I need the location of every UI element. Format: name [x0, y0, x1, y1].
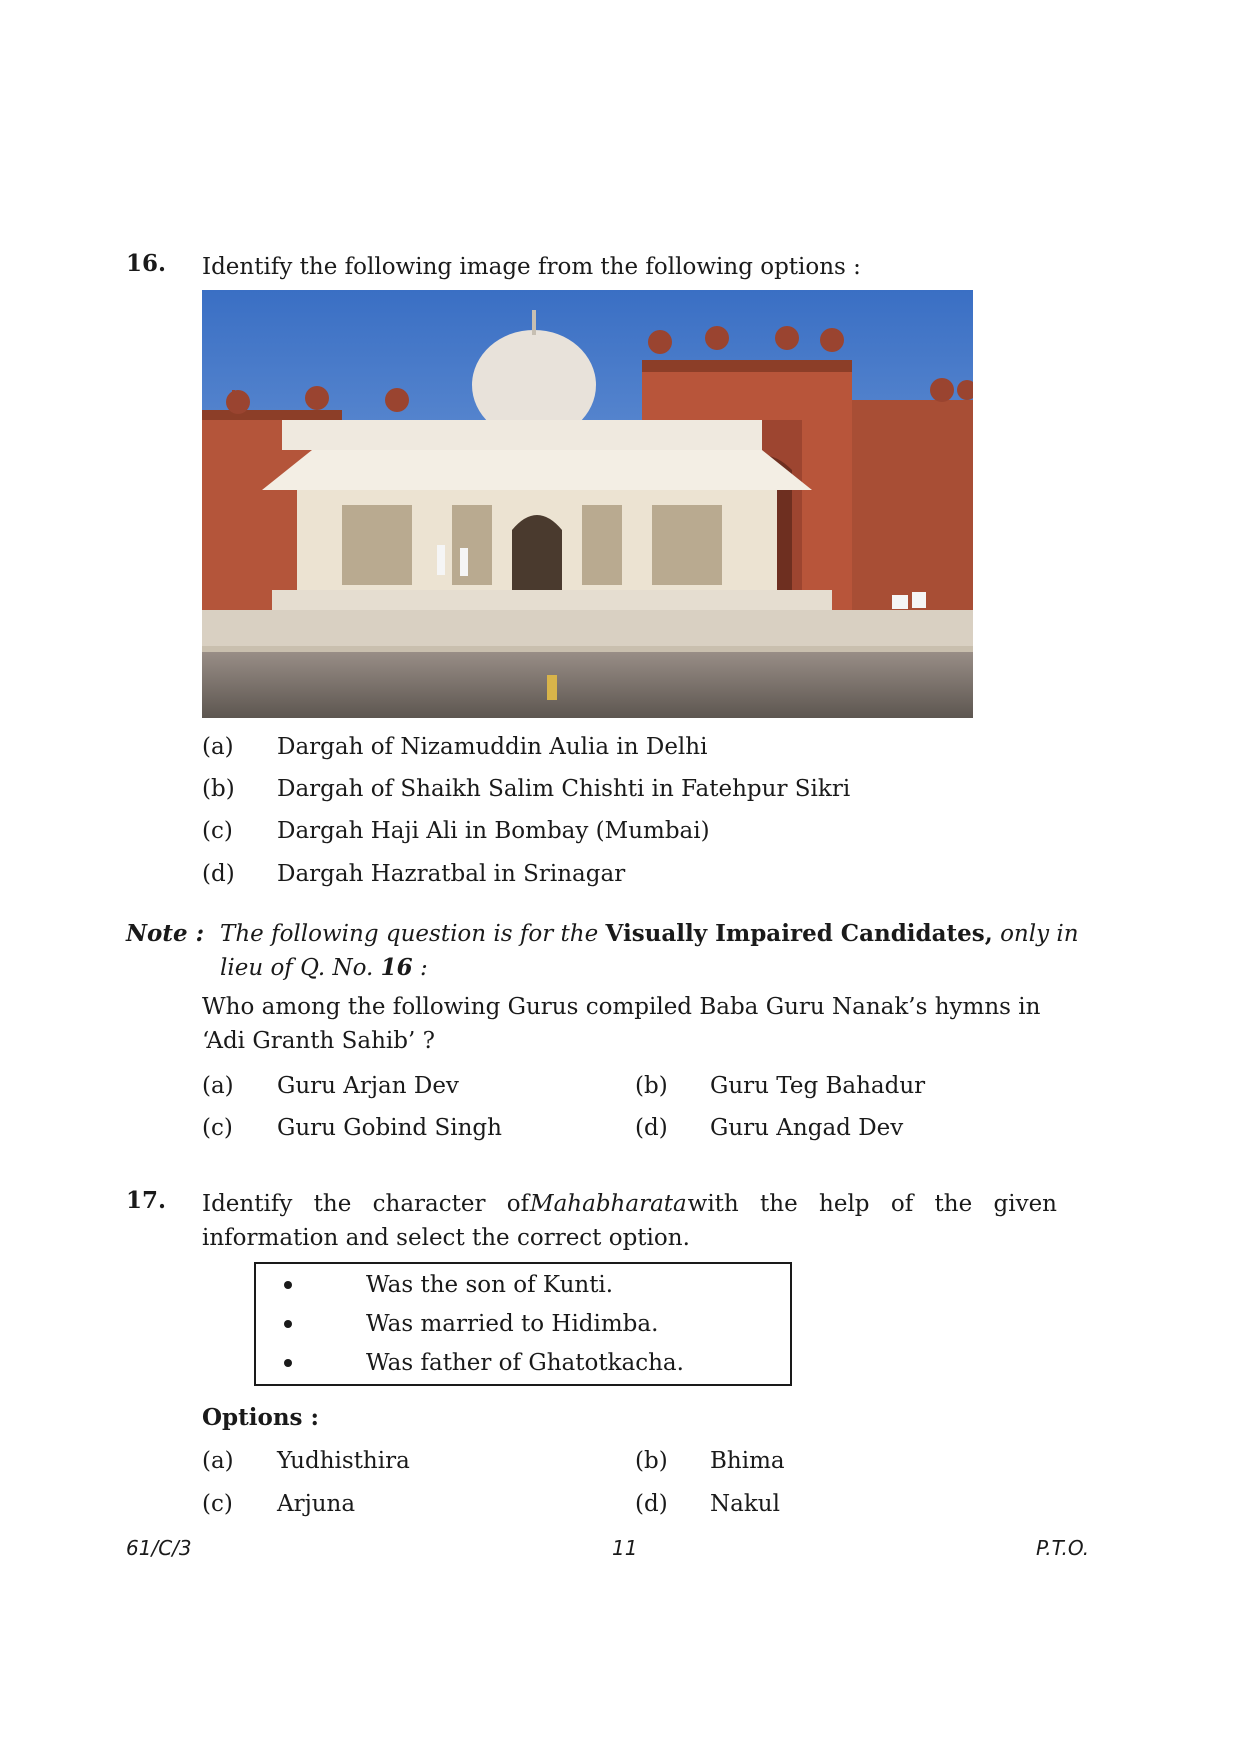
option-label: (b) [635, 1448, 668, 1474]
bullet-icon [284, 1359, 292, 1367]
question-16-number: 16. [126, 250, 167, 277]
question-17-line-1 [202, 1187, 1057, 1221]
option-text: Nakul [710, 1491, 780, 1517]
note-qno: 16 [380, 954, 413, 981]
clue-box: Was the son of Kunti. Was married to Hidimba. Was father of Ghatotkacha. [254, 1262, 792, 1386]
option-text: Bhima [710, 1448, 785, 1474]
note-text: only in [1000, 921, 1079, 947]
option-text: Dargah Hazratbal in Srinagar [277, 861, 626, 887]
question-16-text: Identify the following image from the following options : [202, 254, 861, 280]
question-text: Identify the character of [202, 1191, 530, 1217]
question-title-italic: Mahabharata [530, 1191, 687, 1217]
note-text: lieu of Q. No. [220, 955, 374, 981]
option-text: Dargah of Shaikh Salim Chishti in Fatehpur Sikri [277, 776, 851, 802]
option-text: Yudhisthira [277, 1448, 410, 1474]
note-text: : [419, 955, 428, 981]
question-17-line-2: information and select the correct option. [202, 1225, 690, 1251]
options-heading: Options : [202, 1404, 319, 1431]
question-17-number: 17. [126, 1187, 167, 1214]
page-number: 11 [612, 1536, 638, 1560]
option-label: (c) [202, 1115, 233, 1141]
note-label: Note : [126, 920, 205, 947]
option-label: (a) [202, 734, 234, 760]
question-text: with the help of the given [687, 1191, 1057, 1217]
option-text: Dargah Haji Ali in Bombay (Mumbai) [277, 818, 710, 844]
option-label: (d) [635, 1491, 668, 1517]
option-label: (b) [635, 1073, 668, 1099]
note-line-2 [220, 951, 428, 985]
option-text: Guru Gobind Singh [277, 1115, 502, 1141]
pto-label: P.T.O. [1036, 1536, 1090, 1560]
bullet-icon [284, 1281, 292, 1289]
option-text: Dargah of Nizamuddin Aulia in Delhi [277, 734, 708, 760]
option-label: (b) [202, 776, 235, 802]
option-text: Guru Arjan Dev [277, 1073, 459, 1099]
note-question-line-1: Who among the following Gurus compiled Baba Guru Nanak’s hymns in [202, 994, 1041, 1020]
option-label: (d) [202, 861, 235, 887]
note-emphasis: Visually Impaired Candidates, [605, 920, 993, 947]
option-label: (a) [202, 1073, 234, 1099]
dargah-photo [202, 290, 973, 718]
note-text: The following question is for the [220, 921, 599, 947]
paper-code: 61/C/3 [126, 1536, 192, 1560]
option-label: (a) [202, 1448, 234, 1474]
note-line-1 [220, 917, 1115, 951]
option-text: Guru Angad Dev [710, 1115, 904, 1141]
option-label: (d) [635, 1115, 668, 1141]
option-label: (c) [202, 818, 233, 844]
bullet-icon [284, 1320, 292, 1328]
option-text: Arjuna [277, 1491, 356, 1517]
option-label: (c) [202, 1491, 233, 1517]
note-question-line-2: ‘Adi Granth Sahib’ ? [202, 1028, 435, 1054]
option-text: Guru Teg Bahadur [710, 1073, 926, 1099]
